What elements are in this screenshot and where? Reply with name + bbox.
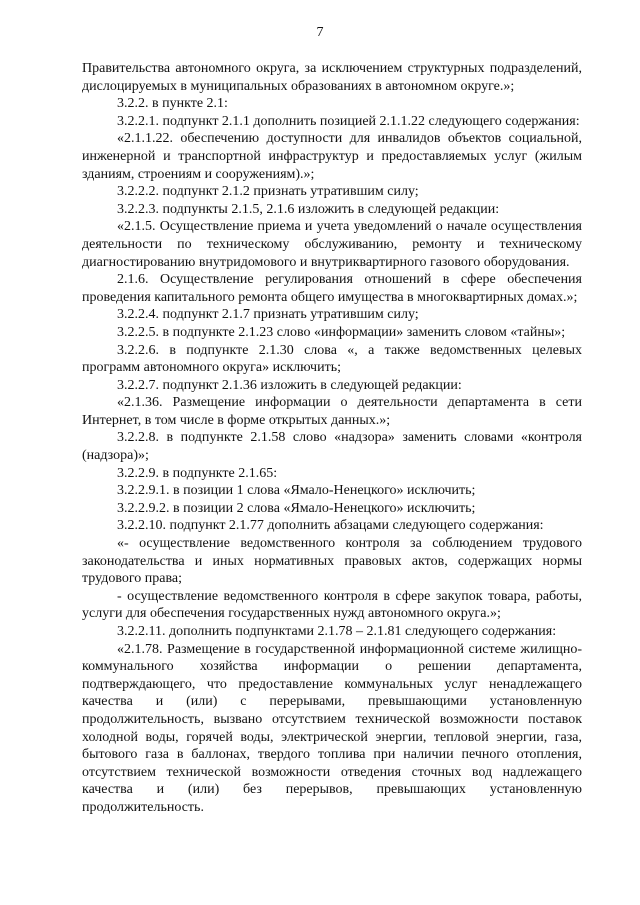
paragraph: 3.2.2.6. в подпункте 2.1.30 слова «, а также ведомственных целевых программ автономного округа» исключить;	[82, 342, 582, 376]
paragraph: 2.1.6. Осуществление регулирования отношений в сфере обеспечения проведения капитального ремонта общего имущества в многоквартирных домах.»;	[82, 272, 582, 305]
paragraph: 3.2.2.2. подпункт 2.1.2 признать утратившим силу;	[117, 184, 419, 200]
paragraph: 3.2.2.9.2. в позиции 2 слова «Ямало-Ненецкого» исключить;	[117, 500, 476, 516]
page-number: 7	[316, 25, 324, 40]
paragraph: 3.2.2.9. в подпункте 2.1.65:	[117, 465, 278, 481]
paragraph: «2.1.1.22. обеспечению доступности для инвалидов объектов социальной, инженерной и транспортной инфраструктур и предоставляемых услуг (жилым зданиям, строениям и сооружениям).»;	[82, 131, 582, 182]
paragraph: 3.2.2. в пункте 2.1:	[117, 96, 228, 112]
paragraph: 3.2.2.5. в подпункте 2.1.23 слово «информации» заменить словом «тайны»;	[117, 324, 566, 340]
paragraph: 3.2.2.3. подпункты 2.1.5, 2.1.6 изложить в следующей редакции:	[117, 201, 500, 217]
paragraph: «2.1.36. Размещение информации о деятельности департамента в сети Интернет, в том числе в форме открытых данных.»;	[82, 395, 582, 428]
paragraph: 3.2.2.10. подпункт 2.1.77 дополнить абзацами следующего содержания:	[117, 518, 544, 534]
paragraph: 3.2.2.1. подпункт 2.1.1 дополнить позицией 2.1.1.22 следующего содержания:	[117, 113, 580, 129]
paragraph: 3.2.2.4. подпункт 2.1.7 признать утратившим силу;	[117, 307, 419, 323]
paragraph: 3.2.2.9.1. в позиции 1 слова «Ямало-Ненецкого» исключить;	[117, 483, 476, 499]
paragraph: 3.2.2.11. дополнить подпунктами 2.1.78 – 2.1.81 следующего содержания:	[117, 624, 557, 639]
paragraph: 3.2.2.7. подпункт 2.1.36 изложить в следующей редакции:	[117, 377, 462, 393]
paragraph: Правительства автономного округа, за исключением структурных подразделений, дислоцируемых в муниципальных образованиях в автономном округе.»;	[82, 61, 582, 94]
paragraph: 3.2.2.8. в подпункте 2.1.58 слово «надзора» заменить словами «контроля (надзора)»;	[82, 430, 582, 464]
document-body	[82, 60, 582, 817]
paragraph: «2.1.78. Размещение в государственной информационной системе жилищно-коммунального хозяйства информации о решении департамента, подтверждающего, что предоставление коммунальных услуг ненадлежащего качества и (или) с перерывами, превышающими установленную продолжительность, вызвано отсутствием технической возможности поставок холодной воды, горячей воды, электрической энергии, тепловой энергии, газа, бытового газа в баллонах, твердого топлива при наличии печного отопления, отсутствием технической возможности отведения сточных вод надлежащего качества и (или) без перерывов, превышающих установленную продолжительность.	[82, 641, 582, 815]
paragraph: «- осуществление ведомственного контроля за соблюдением трудового законодательства и иных нормативных правовых актов, содержащих нормы трудового права;	[82, 536, 582, 587]
paragraph: «2.1.5. Осуществление приема и учета уведомлений о начале осуществления деятельности по техническому обслуживанию, ремонту и техническому диагностированию внутридомового и внутриквартирного газового оборудования.	[82, 219, 582, 270]
paragraph: - осуществление ведомственного контроля в сфере закупок товара, работы, услуги для обеспечения государственных нужд автономного округа.»;	[82, 588, 582, 622]
